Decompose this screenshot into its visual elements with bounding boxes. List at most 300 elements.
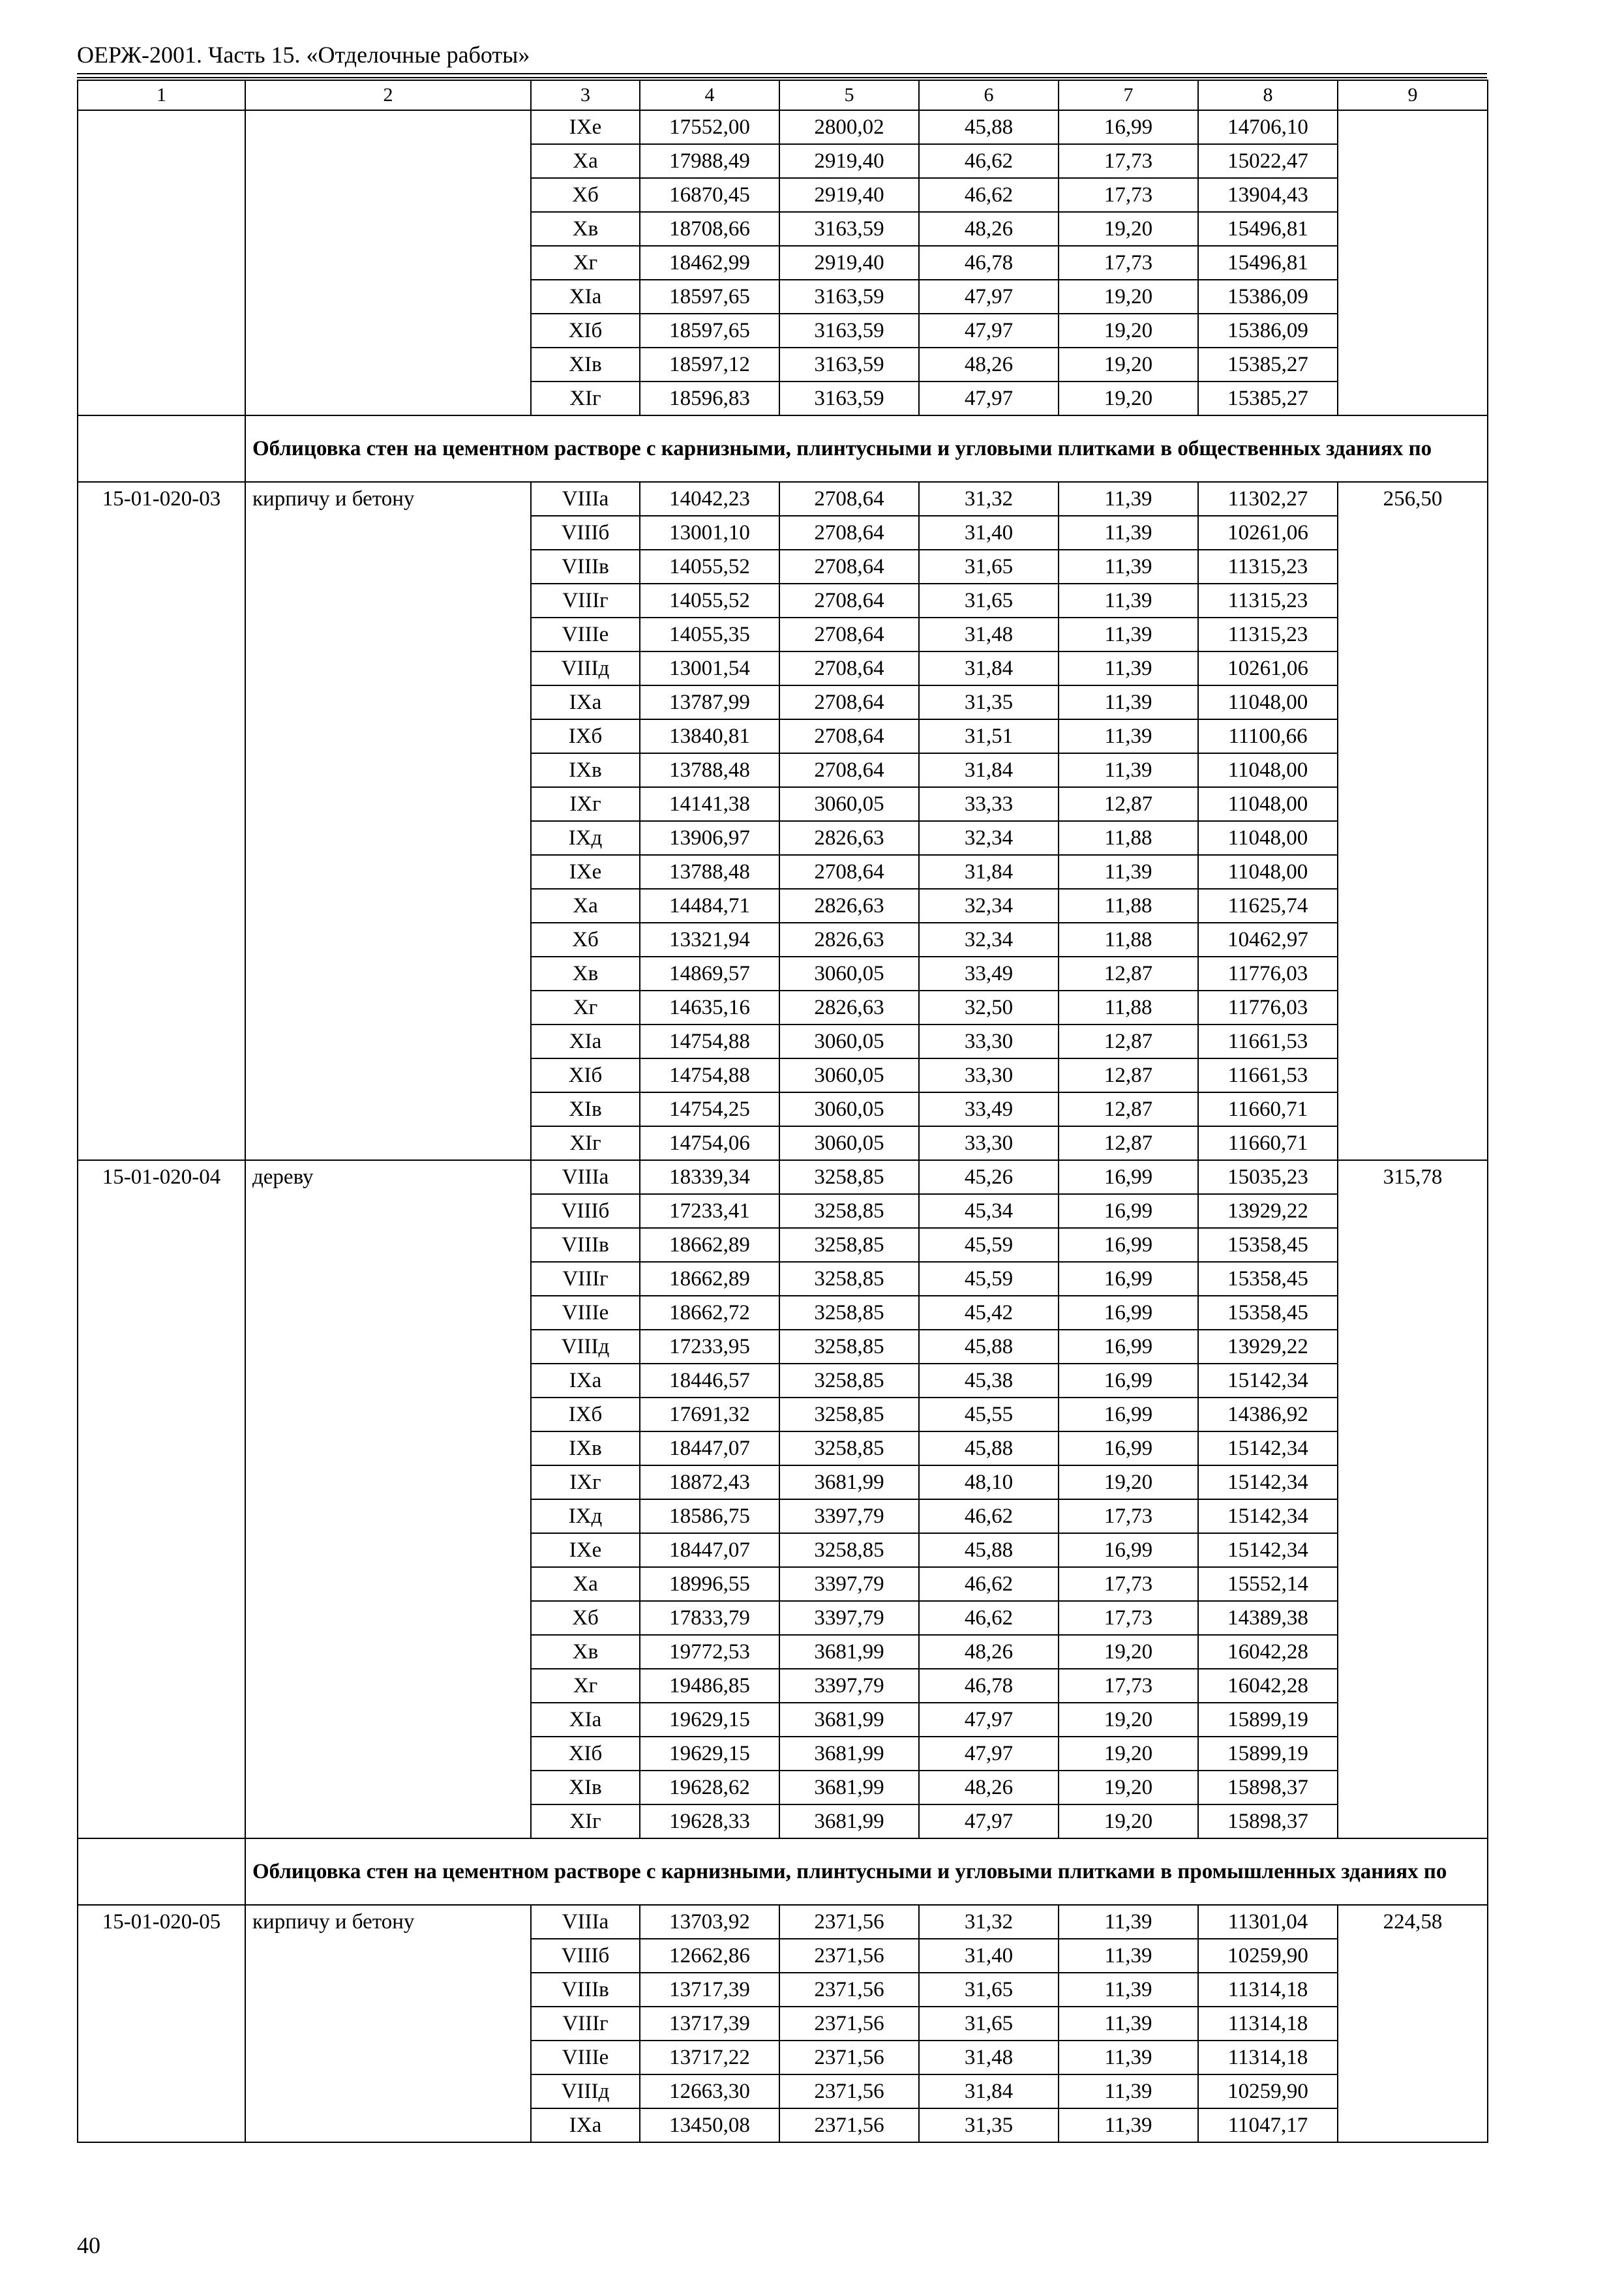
wages-cell: 3163,59: [779, 348, 919, 382]
machines-cell: 32,34: [919, 923, 1059, 957]
zone-cell: XIв: [531, 1092, 640, 1126]
section-heading-row: [78, 1838, 1488, 1905]
wages-cell: 3258,85: [779, 1160, 919, 1194]
wages-cell: 3163,59: [779, 212, 919, 246]
materials-cost-cell: 15358,45: [1198, 1262, 1338, 1296]
machines-cell: 46,62: [919, 178, 1059, 212]
zone-cell: Xг: [531, 246, 640, 280]
work-name-cell: [245, 110, 531, 415]
machinist-wages-cell: 17,73: [1059, 1499, 1198, 1533]
table-row: [78, 1160, 1488, 1194]
machines-cell: 46,78: [919, 246, 1059, 280]
machines-cell: 31,35: [919, 685, 1059, 719]
materials-cost-cell: 15899,19: [1198, 1703, 1338, 1737]
machinist-wages-cell: 16,99: [1059, 1194, 1198, 1228]
total-cost-cell: 14754,25: [640, 1092, 779, 1126]
zone-cell: Xа: [531, 144, 640, 178]
wages-cell: 2371,56: [779, 1973, 919, 2007]
machinist-wages-cell: 19,20: [1059, 382, 1198, 415]
materials-cost-cell: 10261,06: [1198, 651, 1338, 685]
zone-cell: Xб: [531, 923, 640, 957]
machinist-wages-cell: 12,87: [1059, 787, 1198, 821]
wages-cell: 3397,79: [779, 1669, 919, 1703]
machines-cell: 48,10: [919, 1465, 1059, 1499]
wages-cell: 3681,99: [779, 1635, 919, 1669]
machines-cell: 48,26: [919, 1635, 1059, 1669]
machines-cell: 33,30: [919, 1126, 1059, 1160]
machinist-wages-cell: 16,99: [1059, 110, 1198, 144]
machinist-wages-cell: 16,99: [1059, 1228, 1198, 1262]
materials-cost-cell: 11048,00: [1198, 787, 1338, 821]
wages-cell: 2371,56: [779, 2007, 919, 2041]
machines-cell: 31,32: [919, 1905, 1059, 1939]
zone-cell: VIIIд: [531, 2074, 640, 2108]
zone-cell: IXб: [531, 1398, 640, 1431]
column-number: 1: [78, 80, 245, 110]
machines-cell: 45,55: [919, 1398, 1059, 1431]
total-cost-cell: 13450,08: [640, 2108, 779, 2142]
machines-cell: 45,26: [919, 1160, 1059, 1194]
machinist-wages-cell: 12,87: [1059, 957, 1198, 991]
machines-cell: 31,65: [919, 550, 1059, 584]
wages-cell: 3060,05: [779, 1092, 919, 1126]
wages-cell: 3681,99: [779, 1465, 919, 1499]
wages-cell: 2708,64: [779, 516, 919, 550]
materials-cost-cell: 13904,43: [1198, 178, 1338, 212]
materials-cost-cell: 11776,03: [1198, 991, 1338, 1025]
zone-cell: VIIIа: [531, 482, 640, 516]
materials-cost-cell: 14389,38: [1198, 1601, 1338, 1635]
machines-cell: 45,38: [919, 1364, 1059, 1398]
machinist-wages-cell: 11,39: [1059, 651, 1198, 685]
machines-cell: 33,33: [919, 787, 1059, 821]
machines-cell: 46,62: [919, 1567, 1059, 1601]
column-number: 2: [245, 80, 531, 110]
machines-cell: 33,30: [919, 1025, 1059, 1058]
machines-cell: 48,26: [919, 1771, 1059, 1804]
machinist-wages-cell: 16,99: [1059, 1364, 1198, 1398]
zone-cell: Xб: [531, 178, 640, 212]
machinist-wages-cell: 11,39: [1059, 482, 1198, 516]
total-cost-cell: 13717,39: [640, 1973, 779, 2007]
zone-cell: IXе: [531, 855, 640, 889]
machines-cell: 32,50: [919, 991, 1059, 1025]
zone-cell: VIIIв: [531, 1228, 640, 1262]
machines-cell: 31,65: [919, 1973, 1059, 2007]
machinist-wages-cell: 19,20: [1059, 1771, 1198, 1804]
machines-cell: 47,97: [919, 1737, 1059, 1771]
total-cost-cell: 14754,06: [640, 1126, 779, 1160]
rate-code-cell: 15-01-020-03: [78, 482, 245, 1160]
rates-table-body: [78, 80, 1488, 2142]
wages-cell: 3397,79: [779, 1601, 919, 1635]
zone-cell: Xа: [531, 889, 640, 923]
machines-cell: 45,88: [919, 1431, 1059, 1465]
materials-cost-cell: 10261,06: [1198, 516, 1338, 550]
zone-cell: IXг: [531, 787, 640, 821]
machines-cell: 47,97: [919, 314, 1059, 348]
materials-cost-cell: 15386,09: [1198, 280, 1338, 314]
machinist-wages-cell: 11,88: [1059, 923, 1198, 957]
materials-cost-cell: 11048,00: [1198, 753, 1338, 787]
machinist-wages-cell: 11,39: [1059, 855, 1198, 889]
total-cost-cell: 18708,66: [640, 212, 779, 246]
wages-cell: 3258,85: [779, 1533, 919, 1567]
zone-cell: XIг: [531, 1126, 640, 1160]
wages-cell: 2708,64: [779, 550, 919, 584]
machinist-wages-cell: 11,39: [1059, 753, 1198, 787]
zone-cell: XIа: [531, 280, 640, 314]
total-cost-cell: 18996,55: [640, 1567, 779, 1601]
machines-cell: 31,51: [919, 719, 1059, 753]
total-cost-cell: 18662,72: [640, 1296, 779, 1330]
machines-cell: 31,65: [919, 584, 1059, 618]
wages-cell: 3163,59: [779, 280, 919, 314]
column-number: 8: [1198, 80, 1338, 110]
wages-cell: 3258,85: [779, 1228, 919, 1262]
zone-cell: VIIIг: [531, 1262, 640, 1296]
machinist-wages-cell: 17,73: [1059, 178, 1198, 212]
machines-cell: 31,84: [919, 753, 1059, 787]
work-name-cell: кирпичу и бетону: [245, 482, 531, 1160]
wages-cell: 2371,56: [779, 2041, 919, 2074]
wages-cell: 3060,05: [779, 787, 919, 821]
total-cost-cell: 13001,10: [640, 516, 779, 550]
machines-cell: 32,34: [919, 889, 1059, 923]
machinist-wages-cell: 19,20: [1059, 212, 1198, 246]
zone-cell: Xв: [531, 212, 640, 246]
materials-cost-cell: 15899,19: [1198, 1737, 1338, 1771]
rate-code-cell: 15-01-020-05: [78, 1905, 245, 2142]
work-name-cell: дереву: [245, 1160, 531, 1838]
table-row: [78, 110, 1488, 144]
wages-cell: 2919,40: [779, 246, 919, 280]
zone-cell: XIг: [531, 1804, 640, 1838]
total-cost-cell: 13321,94: [640, 923, 779, 957]
total-cost-cell: 19772,53: [640, 1635, 779, 1669]
zone-cell: VIIIе: [531, 618, 640, 651]
wages-cell: 3258,85: [779, 1330, 919, 1364]
machinist-wages-cell: 11,39: [1059, 550, 1198, 584]
machinist-wages-cell: 16,99: [1059, 1160, 1198, 1194]
materials-cost-cell: 15142,34: [1198, 1364, 1338, 1398]
total-cost-cell: 13717,39: [640, 2007, 779, 2041]
wages-cell: 3060,05: [779, 1058, 919, 1092]
wages-cell: 3397,79: [779, 1499, 919, 1533]
materials-cost-cell: 11315,23: [1198, 584, 1338, 618]
materials-cost-cell: 10259,90: [1198, 2074, 1338, 2108]
wages-cell: 2800,02: [779, 110, 919, 144]
zone-cell: IXг: [531, 1465, 640, 1499]
total-cost-cell: 18462,99: [640, 246, 779, 280]
wages-cell: 2708,64: [779, 651, 919, 685]
column-number: 5: [779, 80, 919, 110]
wages-cell: 2371,56: [779, 1905, 919, 1939]
machinist-wages-cell: 11,88: [1059, 889, 1198, 923]
wages-cell: 2826,63: [779, 991, 919, 1025]
zone-cell: VIIIе: [531, 2041, 640, 2074]
header-rule: [77, 73, 1487, 74]
machines-cell: 45,34: [919, 1194, 1059, 1228]
machinist-wages-cell: 12,87: [1059, 1092, 1198, 1126]
labor-cost-cell: [1338, 110, 1488, 415]
machinist-wages-cell: 16,99: [1059, 1431, 1198, 1465]
zone-cell: VIIIа: [531, 1160, 640, 1194]
wages-cell: 2826,63: [779, 821, 919, 855]
zone-cell: VIIIв: [531, 550, 640, 584]
zone-cell: IXе: [531, 110, 640, 144]
machines-cell: 48,26: [919, 348, 1059, 382]
wages-cell: 2708,64: [779, 753, 919, 787]
materials-cost-cell: 15142,34: [1198, 1533, 1338, 1567]
wages-cell: 2708,64: [779, 855, 919, 889]
wages-cell: 2919,40: [779, 178, 919, 212]
section-heading: Облицовка стен на цементном растворе с карнизными, плинтусными и угловыми плитками в промышленных зданиях по: [245, 1838, 1488, 1905]
materials-cost-cell: 11315,23: [1198, 550, 1338, 584]
machines-cell: 45,59: [919, 1228, 1059, 1262]
wages-cell: 3397,79: [779, 1567, 919, 1601]
materials-cost-cell: 15898,37: [1198, 1804, 1338, 1838]
total-cost-cell: 14055,35: [640, 618, 779, 651]
total-cost-cell: 19628,33: [640, 1804, 779, 1838]
machinist-wages-cell: 16,99: [1059, 1330, 1198, 1364]
zone-cell: Xб: [531, 1601, 640, 1635]
machines-cell: 32,34: [919, 821, 1059, 855]
machines-cell: 45,88: [919, 110, 1059, 144]
total-cost-cell: 18447,07: [640, 1533, 779, 1567]
zone-cell: XIб: [531, 314, 640, 348]
materials-cost-cell: 15386,09: [1198, 314, 1338, 348]
materials-cost-cell: 13929,22: [1198, 1330, 1338, 1364]
total-cost-cell: 17233,41: [640, 1194, 779, 1228]
wages-cell: 2826,63: [779, 923, 919, 957]
total-cost-cell: 18872,43: [640, 1465, 779, 1499]
total-cost-cell: 18586,75: [640, 1499, 779, 1533]
wages-cell: 3258,85: [779, 1194, 919, 1228]
materials-cost-cell: 11625,74: [1198, 889, 1338, 923]
total-cost-cell: 17233,95: [640, 1330, 779, 1364]
total-cost-cell: 17691,32: [640, 1398, 779, 1431]
materials-cost-cell: 15142,34: [1198, 1499, 1338, 1533]
wages-cell: 2708,64: [779, 584, 919, 618]
machines-cell: 48,26: [919, 212, 1059, 246]
materials-cost-cell: 11776,03: [1198, 957, 1338, 991]
materials-cost-cell: 11100,66: [1198, 719, 1338, 753]
wages-cell: 2708,64: [779, 685, 919, 719]
work-name-cell: кирпичу и бетону: [245, 1905, 531, 2142]
column-number: 7: [1059, 80, 1198, 110]
machines-cell: 45,42: [919, 1296, 1059, 1330]
machinist-wages-cell: 11,39: [1059, 1973, 1198, 2007]
machines-cell: 31,84: [919, 651, 1059, 685]
machinist-wages-cell: 19,20: [1059, 1635, 1198, 1669]
total-cost-cell: 13787,99: [640, 685, 779, 719]
machines-cell: 33,49: [919, 1092, 1059, 1126]
materials-cost-cell: 15358,45: [1198, 1296, 1338, 1330]
zone-cell: XIа: [531, 1025, 640, 1058]
zone-cell: IXв: [531, 753, 640, 787]
wages-cell: 3681,99: [779, 1737, 919, 1771]
zone-cell: IXа: [531, 2108, 640, 2142]
machinist-wages-cell: 19,20: [1059, 1465, 1198, 1499]
machinist-wages-cell: 11,39: [1059, 516, 1198, 550]
header-rule: [77, 77, 1487, 78]
machinist-wages-cell: 17,73: [1059, 144, 1198, 178]
zone-cell: IXа: [531, 1364, 640, 1398]
machinist-wages-cell: 19,20: [1059, 348, 1198, 382]
wages-cell: 3681,99: [779, 1804, 919, 1838]
rates-table: [77, 80, 1488, 2143]
materials-cost-cell: 11301,04: [1198, 1905, 1338, 1939]
column-number-row: [78, 80, 1488, 110]
total-cost-cell: 18446,57: [640, 1364, 779, 1398]
materials-cost-cell: 15142,34: [1198, 1465, 1338, 1499]
machinist-wages-cell: 11,39: [1059, 719, 1198, 753]
total-cost-cell: 12662,86: [640, 1939, 779, 1973]
materials-cost-cell: 11315,23: [1198, 618, 1338, 651]
section-heading: Облицовка стен на цементном растворе с карнизными, плинтусными и угловыми плитками в общественных зданиях по: [245, 415, 1488, 482]
table-row: [78, 1905, 1488, 1939]
total-cost-cell: 14055,52: [640, 550, 779, 584]
machines-cell: 47,97: [919, 280, 1059, 314]
zone-cell: VIIIб: [531, 1194, 640, 1228]
materials-cost-cell: 10462,97: [1198, 923, 1338, 957]
machinist-wages-cell: 11,39: [1059, 2007, 1198, 2041]
total-cost-cell: 17833,79: [640, 1601, 779, 1635]
total-cost-cell: 13906,97: [640, 821, 779, 855]
wages-cell: 2371,56: [779, 2074, 919, 2108]
machinist-wages-cell: 17,73: [1059, 246, 1198, 280]
wages-cell: 3258,85: [779, 1364, 919, 1398]
machines-cell: 31,40: [919, 1939, 1059, 1973]
materials-cost-cell: 15022,47: [1198, 144, 1338, 178]
page-header-title: ОЕРЖ-2001. Часть 15. «Отделочные работы»: [77, 42, 530, 68]
machines-cell: 46,62: [919, 1601, 1059, 1635]
machines-cell: 33,30: [919, 1058, 1059, 1092]
total-cost-cell: 18447,07: [640, 1431, 779, 1465]
zone-cell: VIIIа: [531, 1905, 640, 1939]
machinist-wages-cell: 11,39: [1059, 618, 1198, 651]
zone-cell: IXб: [531, 719, 640, 753]
column-number: 9: [1338, 80, 1488, 110]
zone-cell: VIIIг: [531, 584, 640, 618]
section-heading-row: [78, 415, 1488, 482]
machines-cell: 31,65: [919, 2007, 1059, 2041]
materials-cost-cell: 11302,27: [1198, 482, 1338, 516]
machines-cell: 45,88: [919, 1330, 1059, 1364]
materials-cost-cell: 11660,71: [1198, 1092, 1338, 1126]
labor-cost-cell: 315,78: [1338, 1160, 1488, 1838]
wages-cell: 3258,85: [779, 1296, 919, 1330]
machinist-wages-cell: 19,20: [1059, 1804, 1198, 1838]
machines-cell: 47,97: [919, 382, 1059, 415]
materials-cost-cell: 15385,27: [1198, 348, 1338, 382]
total-cost-cell: 14754,88: [640, 1058, 779, 1092]
machinist-wages-cell: 16,99: [1059, 1533, 1198, 1567]
zone-cell: VIIIд: [531, 651, 640, 685]
machinist-wages-cell: 11,39: [1059, 685, 1198, 719]
materials-cost-cell: 11048,00: [1198, 821, 1338, 855]
machines-cell: 31,48: [919, 618, 1059, 651]
machinist-wages-cell: 19,20: [1059, 280, 1198, 314]
machinist-wages-cell: 16,99: [1059, 1262, 1198, 1296]
table-row: [78, 482, 1488, 516]
machines-cell: 47,97: [919, 1804, 1059, 1838]
machinist-wages-cell: 11,39: [1059, 2074, 1198, 2108]
total-cost-cell: 19629,15: [640, 1737, 779, 1771]
machines-cell: 46,62: [919, 1499, 1059, 1533]
total-cost-cell: 14141,38: [640, 787, 779, 821]
zone-cell: VIIIб: [531, 516, 640, 550]
materials-cost-cell: 15496,81: [1198, 246, 1338, 280]
zone-cell: IXв: [531, 1431, 640, 1465]
total-cost-cell: 18597,12: [640, 348, 779, 382]
zone-cell: XIв: [531, 348, 640, 382]
total-cost-cell: 13717,22: [640, 2041, 779, 2074]
total-cost-cell: 14754,88: [640, 1025, 779, 1058]
materials-cost-cell: 11048,00: [1198, 855, 1338, 889]
materials-cost-cell: 15142,34: [1198, 1431, 1338, 1465]
materials-cost-cell: 11661,53: [1198, 1058, 1338, 1092]
machinist-wages-cell: 12,87: [1059, 1126, 1198, 1160]
materials-cost-cell: 15385,27: [1198, 382, 1338, 415]
materials-cost-cell: 11661,53: [1198, 1025, 1338, 1058]
materials-cost-cell: 11314,18: [1198, 2041, 1338, 2074]
machinist-wages-cell: 19,20: [1059, 1703, 1198, 1737]
materials-cost-cell: 15496,81: [1198, 212, 1338, 246]
machines-cell: 33,49: [919, 957, 1059, 991]
labor-cost-cell: 256,50: [1338, 482, 1488, 1160]
wages-cell: 3681,99: [779, 1703, 919, 1737]
total-cost-cell: 13703,92: [640, 1905, 779, 1939]
wages-cell: 3163,59: [779, 382, 919, 415]
total-cost-cell: 17988,49: [640, 144, 779, 178]
zone-cell: XIв: [531, 1771, 640, 1804]
page-number: 40: [77, 2232, 100, 2258]
machines-cell: 31,32: [919, 482, 1059, 516]
total-cost-cell: 17552,00: [640, 110, 779, 144]
machines-cell: 45,59: [919, 1262, 1059, 1296]
machinist-wages-cell: 19,20: [1059, 1737, 1198, 1771]
total-cost-cell: 18597,65: [640, 280, 779, 314]
total-cost-cell: 19628,62: [640, 1771, 779, 1804]
zone-cell: VIIIд: [531, 1330, 640, 1364]
machinist-wages-cell: 12,87: [1059, 1025, 1198, 1058]
rate-code-cell: 15-01-020-04: [78, 1160, 245, 1838]
machinist-wages-cell: 11,88: [1059, 821, 1198, 855]
total-cost-cell: 12663,30: [640, 2074, 779, 2108]
zone-cell: Xг: [531, 991, 640, 1025]
machinist-wages-cell: 11,39: [1059, 2108, 1198, 2142]
column-number: 6: [919, 80, 1059, 110]
machines-cell: 47,97: [919, 1703, 1059, 1737]
total-cost-cell: 14635,16: [640, 991, 779, 1025]
total-cost-cell: 14484,71: [640, 889, 779, 923]
machinist-wages-cell: 12,87: [1059, 1058, 1198, 1092]
total-cost-cell: 19629,15: [640, 1703, 779, 1737]
materials-cost-cell: 11048,00: [1198, 685, 1338, 719]
materials-cost-cell: 14386,92: [1198, 1398, 1338, 1431]
machinist-wages-cell: 16,99: [1059, 1398, 1198, 1431]
wages-cell: 3060,05: [779, 1025, 919, 1058]
materials-cost-cell: 10259,90: [1198, 1939, 1338, 1973]
total-cost-cell: 13001,54: [640, 651, 779, 685]
wages-cell: 2708,64: [779, 618, 919, 651]
machinist-wages-cell: 11,39: [1059, 1905, 1198, 1939]
machinist-wages-cell: 11,39: [1059, 584, 1198, 618]
zone-cell: Xа: [531, 1567, 640, 1601]
total-cost-cell: 18596,83: [640, 382, 779, 415]
